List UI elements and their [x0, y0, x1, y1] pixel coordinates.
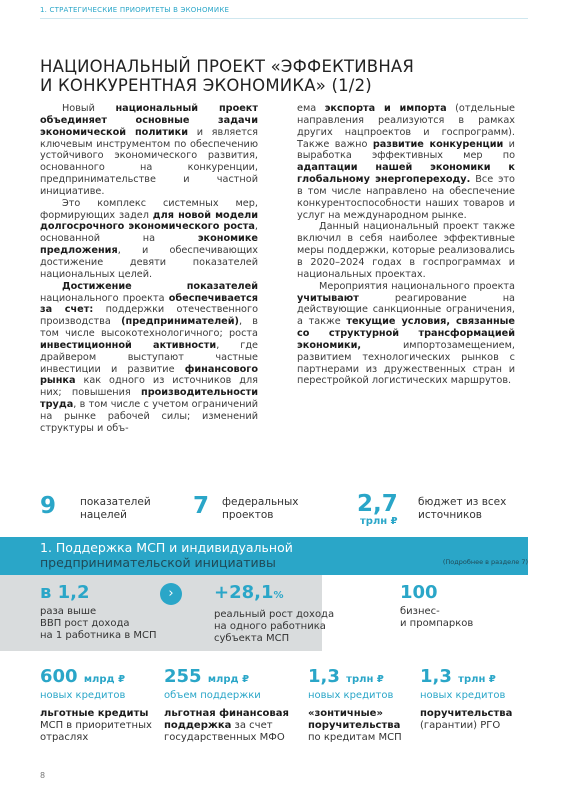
- band-title-line1: 1. Поддержка МСП и индивидуальной: [40, 540, 293, 555]
- body-column-right: [297, 103, 515, 387]
- page-number: 8: [40, 771, 46, 780]
- kpi-description: [40, 708, 152, 744]
- kpi-text: [214, 609, 334, 645]
- header-divider: [40, 18, 528, 19]
- kpi-value-number: 1,3: [420, 666, 452, 687]
- stat-budget-caption: [418, 496, 506, 522]
- page-title-line2: И КОНКУРЕНТНАЯ ЭКОНОМИКА» (1/2): [40, 76, 372, 95]
- kpi-value: [420, 667, 520, 690]
- stat-caption: бюджет из всех: [418, 496, 507, 508]
- kpi-subtitle: новых кредитов: [420, 690, 506, 701]
- body-column-left: [40, 103, 258, 435]
- stat-projects: [193, 494, 209, 518]
- page-title: [40, 57, 500, 95]
- stat-value: 7: [193, 493, 210, 519]
- band-note: (Подробнее в разделе 7): [442, 558, 528, 566]
- page-title-line1: НАЦИОНАЛЬНЫЙ ПРОЕКТ «ЭФФЕКТИВНАЯ: [40, 57, 415, 76]
- kpi-text-line: на одного работника: [214, 621, 326, 632]
- kpi-value-unit: трлн ₽: [346, 674, 384, 685]
- kpi-subtitle: новых кредитов: [40, 690, 126, 701]
- stat-budget: [357, 492, 398, 527]
- kpi-value-number: +28,1: [214, 582, 274, 603]
- kpi-subtitle: новых кредитов: [308, 690, 394, 701]
- kpi-value-number: 600: [40, 666, 78, 687]
- kpi-value: 100: [400, 582, 438, 603]
- kpi-text: [400, 606, 473, 630]
- stat-value: 9: [40, 493, 57, 519]
- kpi-value: в 1,2: [40, 582, 90, 603]
- kpi-text-line: субъекта МСП: [214, 633, 290, 644]
- paragraph: Достижение показателей национального проекта обеспечивается за счет: поддержки отечественного производства (предпринимателей), в том числе высокотехнологичного; роста инвестиционной активности, где драйвером выступают частные инвестиции и развитие финансового рынка как одного из источников для них; повышения производительности труда, в том числе с учетом ограничений на рынке рабочей силы; изменений структуры и объ-: [40, 280, 259, 434]
- kpi-text-line: и промпарков: [400, 618, 474, 629]
- kpi-umbrella-guarantees: [308, 667, 408, 744]
- stat-caption: федеральных: [222, 496, 299, 508]
- stat-caption: нацелей: [80, 509, 127, 521]
- kpi-value-suffix: %: [273, 590, 284, 601]
- kpi-description: [308, 708, 408, 744]
- kpi-rgo-guarantees: [420, 667, 520, 732]
- paragraph: ема экспорта и импорта (отдельные направления реализуются в рамках других нацпроектов и госпрограмм). Также важно развитие конкуренции и выработка эффективных мер по адаптации нашей экономики к глобальному энергопереходу. Все это в том числе направлено на обеспечение конкурентоспособности наших товаров и услуг на международном рынке.: [297, 103, 515, 221]
- paragraph: Это комплекс системных мер, формирующих задел для новой модели долгосрочного экономического роста, основанной на экономике предложения, и обеспечивающих достижение девяти показателей национальных целей.: [40, 197, 258, 280]
- kpi-preferential-loans: [40, 667, 152, 744]
- band-title-line2: предпринимательской инициативы: [40, 555, 276, 570]
- kpi-text-line: реальный рост дохода: [214, 609, 335, 620]
- kpi-text-line: бизнес-: [400, 606, 440, 617]
- section-band-title: [40, 540, 293, 570]
- kpi-text-line: раза выше: [40, 606, 97, 617]
- section-header: 1. СТРАТЕГИЧЕСКИЕ ПРИОРИТЕТЫ В ЭКОНОМИКЕ: [40, 6, 230, 14]
- paragraph: Данный национальный проект также включил в себя наиболее эффективные меры поддержки, которые реализовались в 2020–2024 годах в госпрограммах и национальных проектах.: [297, 221, 515, 280]
- kpi-subtitle: объем поддержки: [164, 690, 261, 701]
- kpi-value-number: 255: [164, 666, 202, 687]
- kpi-description-bold: льготная финансовая поддержка: [164, 708, 289, 731]
- kpi-description-text: за счет государственных МФО: [164, 720, 285, 743]
- kpi-text: [40, 606, 157, 642]
- kpi-description-bold: «зонтичные» поручительства: [308, 708, 401, 731]
- paragraph: Новый национальный проект объединяет основные задачи экономической политики и является ключевым инструментом по обеспечению устойчивого экономического развития, основанного на конкуренции, предпринимательстве и частной инициативе.: [40, 103, 258, 197]
- kpi-value-unit: млрд ₽: [83, 674, 126, 685]
- kpi-value-unit: млрд ₽: [207, 674, 250, 685]
- stat-caption: источников: [418, 509, 482, 521]
- kpi-description: [164, 708, 296, 744]
- kpi-description: [420, 708, 520, 732]
- chevron-right-icon: ›: [160, 583, 182, 605]
- kpi-parks: [400, 583, 473, 630]
- kpi-value-unit: трлн ₽: [458, 674, 496, 685]
- kpi-value: [164, 667, 296, 690]
- kpi-text-line: ВВП рост дохода: [40, 618, 130, 629]
- kpi-description-text: МСП в приоритетных отраслях: [40, 720, 152, 743]
- stat-projects-caption: [222, 496, 299, 522]
- kpi-description-bold: поручительства: [420, 708, 513, 719]
- stat-indicators-caption: [80, 496, 151, 522]
- kpi-income-growth: [214, 583, 334, 645]
- kpi-financial-support: [164, 667, 296, 744]
- stat-indicators: [40, 494, 56, 518]
- stat-unit: трлн ₽: [360, 516, 398, 527]
- kpi-value: [214, 583, 334, 606]
- kpi-description-text: (гарантии) РГО: [420, 720, 501, 731]
- kpi-description-text: по кредитам МСП: [308, 732, 402, 743]
- kpi-value: [40, 667, 152, 690]
- stat-value: 2,7: [357, 491, 398, 517]
- paragraph: Мероприятия национального проекта учитывают реагирование на действующие санкционные ограничения, а также текущие условия, связанные со структурной трансформацией экономики, импортозамещением, развитием технологических рынков с партнерами из дружественных стран и перестройкой логистических маршрутов.: [297, 280, 515, 387]
- kpi-value: [308, 667, 408, 690]
- kpi-gdp-growth: [40, 583, 157, 642]
- kpi-value-number: 1,3: [308, 666, 340, 687]
- kpi-description-bold: льготные кредиты: [40, 708, 149, 719]
- kpi-text-line: на 1 работника в МСП: [40, 630, 157, 641]
- stat-caption: показателей: [80, 496, 151, 508]
- stat-caption: проектов: [222, 509, 274, 521]
